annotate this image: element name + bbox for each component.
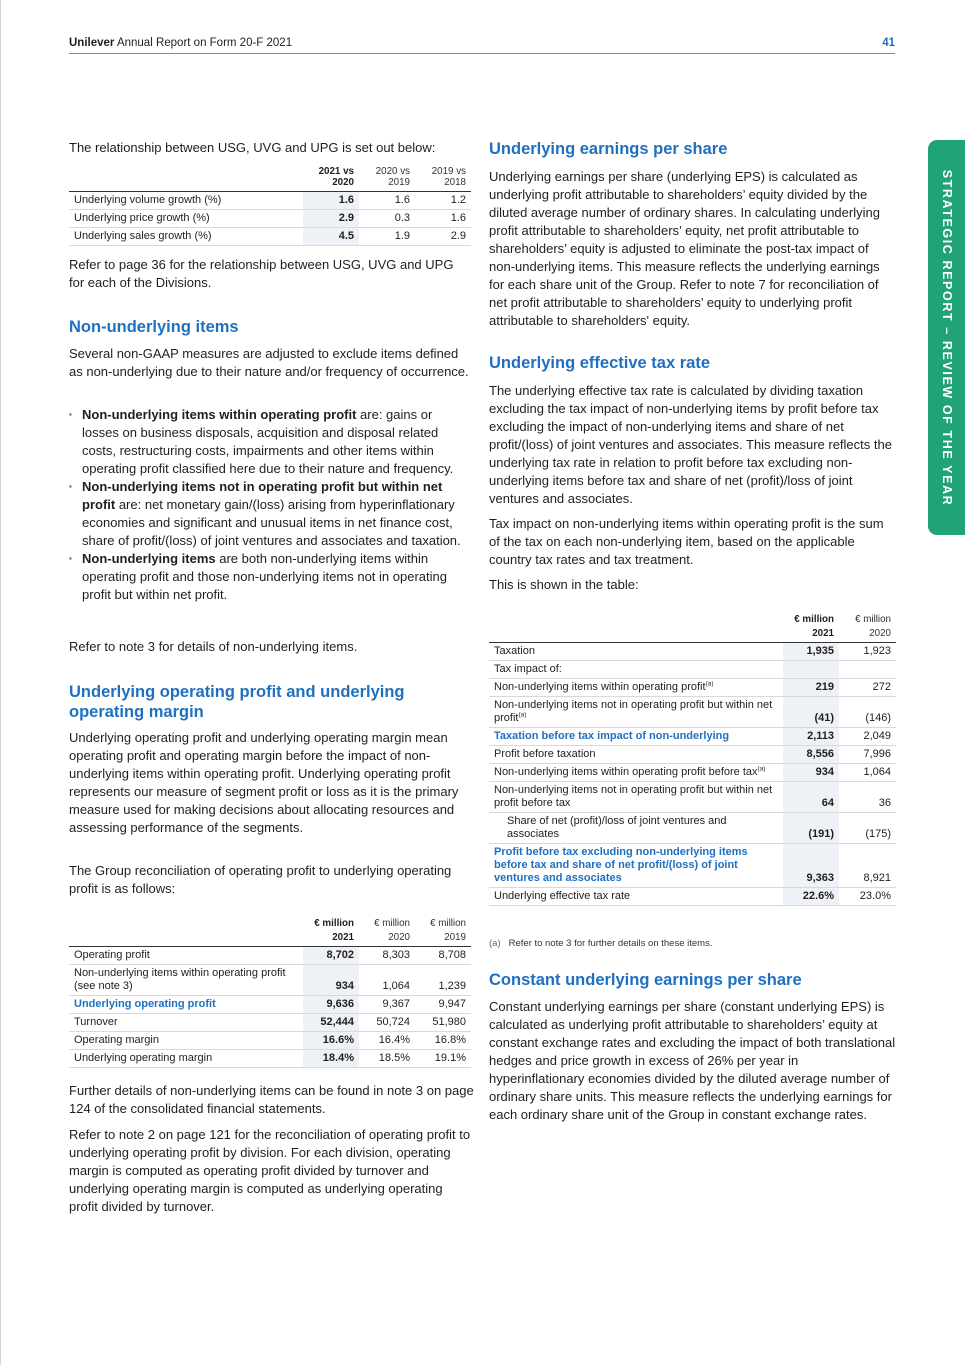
side-tab-label: STRATEGIC REPORT – REVIEW OF THE YEAR [939, 169, 954, 506]
cell-value: 1,239 [415, 965, 471, 996]
cell-value: 934 [303, 965, 359, 996]
uop-paragraph-2: The Group reconciliation of operating profit to underlying operating profit is as follows: [69, 863, 452, 896]
row-label [489, 679, 783, 697]
cell-value: 8,303 [359, 947, 415, 965]
non-underlying-refer: Refer to note 3 for details of non-underlying items. [69, 639, 358, 654]
row-label: Operating profit [69, 947, 303, 965]
cell-value: 2,049 [839, 728, 896, 746]
row-label: Underlying operating margin [69, 1050, 303, 1068]
cell-value: 51,980 [415, 1014, 471, 1032]
non-underlying-bullets [69, 406, 464, 604]
row-label: Underlying volume growth (%) [69, 192, 303, 210]
cell-value [839, 661, 896, 679]
row-label: Profit before tax excluding non-underlying items before tax and share of net profit/(loss) of joint ventures and associates [489, 844, 783, 888]
row-label: Underlying operating profit [69, 996, 303, 1014]
footnote-marker: (a) [705, 680, 714, 688]
table-row [69, 947, 471, 965]
row-label [489, 764, 783, 782]
bullet-bold: Non-underlying items not in operating profit but within net profit [82, 479, 443, 512]
cell-value: 8,702 [303, 947, 359, 965]
table-footnote [489, 938, 897, 949]
footnote-marker: (a) [757, 765, 766, 773]
cell-value: (191) [783, 813, 839, 844]
cell-value: 0.3 [359, 210, 415, 228]
cell-value: 1.6 [303, 192, 359, 210]
table-row [489, 697, 896, 728]
heading-underlying-eps: Underlying earnings per share [489, 140, 728, 158]
page-header [69, 37, 895, 54]
etr-paragraph-2: Tax impact on non-underlying items within operating profit is the sum of the tax on each non-underlying item, based on the applicable country tax rates and tax treatment. [489, 516, 884, 567]
bullet-text: are: net monetary gain/(loss) arising from hyperinflationary economies and significant and unusual items in net finance cost, share of profit/(loss) of joint ventures and associates and taxation. [82, 497, 461, 548]
bullet-text: are: gains or losses on business disposals, acquisition and disposal related costs, restructuring costs, impairments and other items within operating profit classified here due to their nature and frequency. [82, 407, 454, 476]
non-underlying-intro: Several non-GAAP measures are adjusted to exclude items defined as non-underlying due to their nature and/or frequency of occurrence. [69, 346, 469, 379]
cell-value: 1,923 [839, 643, 896, 661]
header-brand: Unilever [69, 37, 115, 49]
table-row [69, 1050, 471, 1068]
header-title: Annual Report on Form 20-F 2021 [116, 37, 293, 49]
cell-value: 4.5 [303, 228, 359, 246]
cell-value: 1.9 [359, 228, 415, 246]
constant-eps-paragraph: Constant underlying earnings per share (constant underlying EPS) is calculated as underlying profit attributable to shareholders’ equity at constant exchange rates and excluding the impact of both translational hedges and price growth in excess of 26% per year in hyperinflationary economies divided by the diluted average number of ordinary share units. This measure reflects the underlying earnings for each ordinary share unit of the Group in constant exchange rates. [489, 999, 896, 1122]
cell-value: 8,921 [839, 844, 896, 888]
table-row [69, 228, 471, 246]
cell-value: 219 [783, 679, 839, 697]
page-number: 41 [882, 37, 895, 49]
eps-paragraph: Underlying earnings per share (underlying EPS) is calculated as underlying profit attributable to shareholders’ equity divided by the diluted average number of ordinary shares. In calculating underlying profit attributable to shareholders’ equity, net profit attributable to shareholders’ equity is adjusted to eliminate the post-tax impact of non-underlying items. This measure reflects the underlying earnings for each share unit of the Group. Refer to note 7 for reconciliation of net profit attributable to shareholders’ equity to underlying profit attributable to shareholders' equity. [489, 169, 880, 328]
table-row [489, 888, 896, 906]
table-row [489, 813, 896, 844]
unit-header: € million [855, 614, 891, 625]
cell-value: 36 [839, 782, 896, 813]
list-item [69, 550, 464, 604]
cell-value: 16.4% [359, 1032, 415, 1050]
list-item [69, 406, 464, 478]
bullet-bold: Non-underlying items [82, 551, 216, 566]
cell-value: 1,935 [783, 643, 839, 661]
cell-value: 272 [839, 679, 896, 697]
etr-paragraph-1: The underlying effective tax rate is calculated by dividing taxation excluding the tax impact of non-underlying items by profit before tax excluding the impact of non-underlying items and share of net profit/(loss) of joint ventures and associates. This measure reflects the underlying tax rate in relation to profit before tax excluding non-underlying items before tax and share of net (profit)/loss of joint ventures and associates. [489, 383, 892, 506]
year-header: 2020 [388, 932, 410, 943]
heading-non-underlying-items: Non-underlying items [69, 318, 239, 336]
table-row [489, 844, 896, 888]
row-label: Operating margin [69, 1032, 303, 1050]
table-row [69, 996, 471, 1014]
row-label: Tax impact of: [489, 661, 783, 679]
cell-value [783, 661, 839, 679]
table-row [489, 661, 896, 679]
refer-divisions-text: Refer to page 36 for the relationship between USG, UVG and UPG for each of the Divisions. [69, 257, 454, 290]
row-label [489, 697, 783, 728]
table-row [489, 764, 896, 782]
table-row [69, 1014, 471, 1032]
cell-value: 16.6% [303, 1032, 359, 1050]
unit-header: € million [374, 918, 410, 929]
uop-paragraph-1: Underlying operating profit and underlying operating margin mean operating profit and operating margin before the impact of non-underlying items within operating profit. Underlying operating profit represents our measure of segment profit or loss as it is the primary measure used for making decisions about allocating resources and assessing performance of the segments. [69, 730, 459, 835]
operating-profit-table [69, 918, 471, 1068]
page-edge [0, 0, 1, 1365]
year-header: 2021 [332, 932, 354, 943]
cell-value: 7,996 [839, 746, 896, 764]
footnote-text: Refer to note 3 for further details on these items. [508, 938, 713, 949]
row-label: Non-underlying items within operating profit (see note 3) [69, 965, 303, 996]
unit-header: € million [430, 918, 466, 929]
cell-value: 22.6% [783, 888, 839, 906]
cell-value: (175) [839, 813, 896, 844]
cell-value: 50,724 [359, 1014, 415, 1032]
section-side-tab[interactable] [928, 140, 965, 535]
cell-value: 19.1% [415, 1050, 471, 1068]
cell-value: 8,708 [415, 947, 471, 965]
bullet-bold: Non-underlying items within operating profit [82, 407, 357, 422]
row-label: Non-underlying items not in operating profit but within net profit before tax [489, 782, 783, 813]
cell-value: (41) [783, 697, 839, 728]
uop-paragraph-3: Further details of non-underlying items can be found in note 3 on page 124 of the consolidated financial statements. [69, 1083, 474, 1116]
etr-paragraph-3: This is shown in the table: [489, 577, 639, 592]
uop-paragraph-4: Refer to note 2 on page 121 for the reconciliation of operating profit to underlying operating profit by division. For each division, operating margin is computed as operating profit divided by turnover and underlying operating margin is computed as underlying operating profit divided by turnover. [69, 1127, 471, 1214]
growth-intro: The relationship between USG, UVG and UPG is set out below: [69, 140, 436, 155]
row-label-text: Non-underlying items within operating profit before tax [494, 766, 758, 778]
table-row [489, 643, 896, 661]
cell-value: 9,367 [359, 996, 415, 1014]
cell-value: 18.4% [303, 1050, 359, 1068]
year-header: 2021 [812, 628, 834, 639]
unit-header: € million [314, 918, 354, 929]
cell-value: 9,363 [783, 844, 839, 888]
cell-value: 1,064 [839, 764, 896, 782]
cell-value: 9,636 [303, 996, 359, 1014]
cell-value: 2,113 [783, 728, 839, 746]
cell-value: 16.8% [415, 1032, 471, 1050]
table-row [69, 1032, 471, 1050]
cell-value: 9,947 [415, 996, 471, 1014]
table-row [489, 746, 896, 764]
tax-rate-table [489, 614, 896, 906]
row-label: Profit before taxation [489, 746, 783, 764]
table-row [69, 210, 471, 228]
cell-value: 934 [783, 764, 839, 782]
cell-value: 1.2 [415, 192, 471, 210]
table-row [489, 782, 896, 813]
row-label: Taxation before tax impact of non-underlying [489, 728, 783, 746]
unit-header: € million [794, 614, 834, 625]
growth-header-1: 2021 vs 2020 [318, 166, 354, 188]
cell-value: 23.0% [839, 888, 896, 906]
row-label: Underlying effective tax rate [489, 888, 783, 906]
year-header: 2020 [869, 628, 891, 639]
heading-underlying-operating-profit: Underlying operating profit and underlying operating margin [69, 683, 405, 721]
row-label: Taxation [489, 643, 783, 661]
growth-header-3: 2019 vs 2018 [431, 166, 466, 188]
cell-value: 18.5% [359, 1050, 415, 1068]
growth-table [69, 166, 471, 246]
table-row [489, 728, 896, 746]
row-label: Underlying sales growth (%) [69, 228, 303, 246]
year-header: 2019 [444, 932, 466, 943]
heading-underlying-tax-rate: Underlying effective tax rate [489, 354, 710, 372]
heading-constant-eps: Constant underlying earnings per share [489, 971, 802, 989]
row-label: Share of net (profit)/loss of joint ventures and associates [489, 813, 783, 844]
growth-header-2: 2020 vs 2019 [375, 166, 410, 188]
cell-value: 52,444 [303, 1014, 359, 1032]
row-label: Underlying price growth (%) [69, 210, 303, 228]
footnote-tag: (a) [489, 938, 501, 949]
cell-value: (146) [839, 697, 896, 728]
cell-value: 1.6 [359, 192, 415, 210]
table-row [69, 965, 471, 996]
cell-value: 64 [783, 782, 839, 813]
cell-value: 1.6 [415, 210, 471, 228]
cell-value: 8,556 [783, 746, 839, 764]
row-label: Turnover [69, 1014, 303, 1032]
table-row [69, 192, 471, 210]
row-label-text: Non-underlying items not in operating profit but within net profit [494, 699, 773, 724]
footnote-marker: (a) [518, 711, 527, 719]
list-item [69, 478, 464, 550]
cell-value: 2.9 [303, 210, 359, 228]
table-row [489, 679, 896, 697]
cell-value: 2.9 [415, 228, 471, 246]
cell-value: 1,064 [359, 965, 415, 996]
bullet-text: are both non-underlying items within operating profit and those non-underlying items not in operating profit but within net profit. [82, 551, 447, 602]
row-label-text: Non-underlying items within operating profit [494, 681, 706, 693]
